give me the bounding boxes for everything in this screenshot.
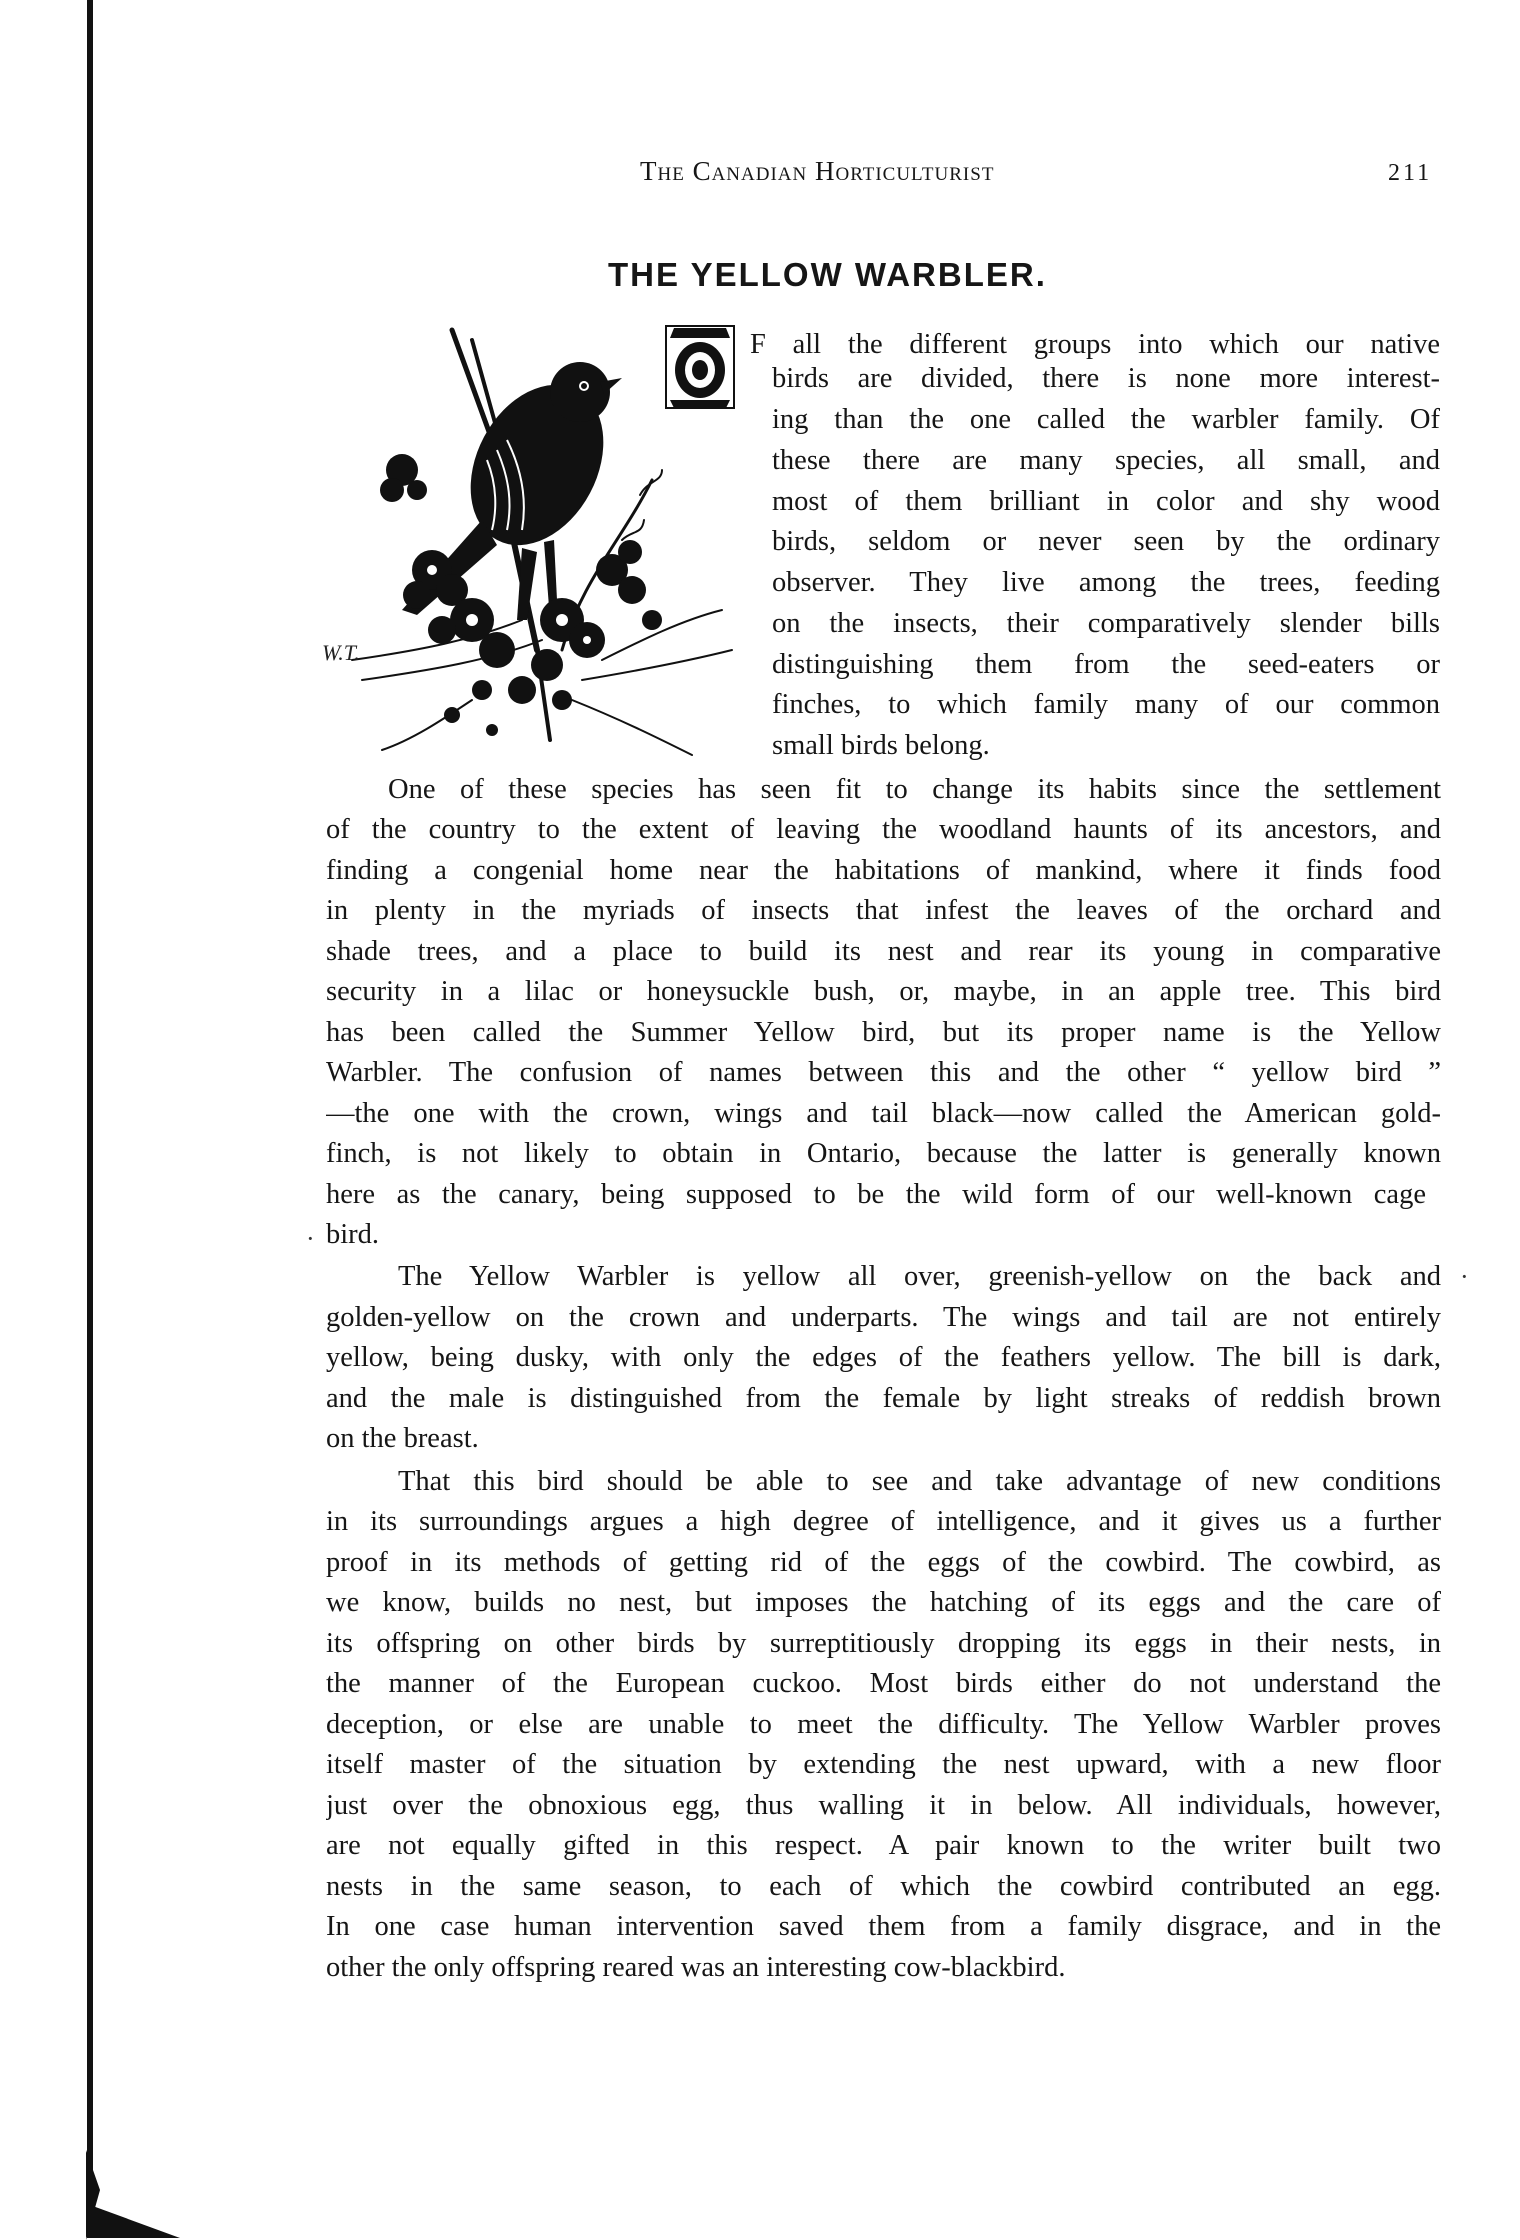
paragraph-3-line: and the male is distinguished from the female by light streaks of reddish brown <box>326 1384 1441 1414</box>
paragraph-1-line: these there are many species, all small, and <box>772 446 1440 476</box>
page-number: 211 <box>1388 160 1433 186</box>
paragraph-1-line: F all the different groups into which our native <box>750 330 1440 360</box>
paragraph-3-line: golden-yellow on the crown and underparts. The wings and tail are not entirely <box>326 1303 1441 1333</box>
paragraph-4-line: its offspring on other birds by surreptitiously dropping its eggs in their nests, in <box>326 1629 1441 1659</box>
stray-ink-mark: · <box>306 1224 315 1253</box>
running-head-title: The Canadian Horticulturist <box>640 156 995 186</box>
paragraph-1-line: birds are divided, there is none more interest- <box>772 364 1440 394</box>
paragraph-2-line: in plenty in the myriads of insects that infest the leaves of the orchard and <box>326 896 1441 926</box>
paragraph-3-line: The Yellow Warbler is yellow all over, greenish-yellow on the back and <box>398 1262 1441 1292</box>
paragraph-4-line: deception, or else are unable to meet the difficulty. The Yellow Warbler proves <box>326 1710 1441 1740</box>
paragraph-3-line: on the breast. <box>326 1424 479 1454</box>
paragraph-1-line: finches, to which family many of our common <box>772 690 1440 720</box>
paragraph-1-line: distinguishing them from the seed-eaters or <box>772 650 1440 680</box>
paragraph-2-line: One of these species has seen fit to change its habits since the settlement <box>388 775 1441 805</box>
illustration-signature: W.T. <box>322 640 360 665</box>
paragraph-2-line: security in a lilac or honeysuckle bush, or, maybe, in an apple tree. This bird <box>326 977 1441 1007</box>
stray-ink-mark: · <box>1460 1262 1469 1291</box>
paragraph-2-line: bird. <box>326 1220 380 1250</box>
paragraph-2-line: Warbler. The confusion of names between this and the other “ yellow bird ” <box>326 1058 1441 1088</box>
paragraph-4-line: proof in its methods of getting rid of the eggs of the cowbird. The cowbird, as <box>326 1548 1441 1578</box>
page-corner-shadow <box>90 2205 180 2238</box>
paragraph-4-line: itself master of the situation by extending the nest upward, with a new floor <box>326 1750 1441 1780</box>
paragraph-1-line: birds, seldom or never seen by the ordinary <box>772 527 1440 557</box>
paragraph-3-line: yellow, being dusky, with only the edges of the feathers yellow. The bill is dark, <box>326 1343 1441 1373</box>
paragraph-1-line: on the insects, their comparatively slender bills <box>772 609 1440 639</box>
paragraph-4-line: In one case human intervention saved them from a family disgrace, and in the <box>326 1912 1441 1942</box>
paragraph-4-line: the manner of the European cuckoo. Most birds either do not understand the <box>326 1669 1441 1699</box>
paragraph-2-line: here as the canary, being supposed to be the wild form of our well-known cage <box>326 1180 1426 1210</box>
dropcap-letter <box>664 324 736 410</box>
paragraph-4-line: other the only offspring reared was an interesting cow-blackbird. <box>326 1953 1066 1983</box>
page-binding-edge <box>87 0 93 2238</box>
paragraph-2-line: finding a congenial home near the habitations of mankind, where it finds food <box>326 856 1441 886</box>
article-title: THE YELLOW WARBLER. <box>608 256 1047 293</box>
paragraph-1-line: observer. They live among the trees, feeding <box>772 568 1440 598</box>
paragraph-4-line: are not equally gifted in this respect. A pair known to the writer built two <box>326 1831 1441 1861</box>
paragraph-4-line: That this bird should be able to see and take advantage of new conditions <box>398 1467 1441 1497</box>
paragraph-2-line: finch, is not likely to obtain in Ontario, because the latter is generally known <box>326 1139 1441 1169</box>
paragraph-2-line: shade trees, and a place to build its nest and rear its young in comparative <box>326 937 1441 967</box>
paragraph-2-line: of the country to the extent of leaving the woodland haunts of its ancestors, and <box>326 815 1441 845</box>
paragraph-1-line: small birds belong. <box>772 731 990 761</box>
paragraph-4-line: we know, builds no nest, but imposes the hatching of its eggs and the care of <box>326 1588 1441 1618</box>
paragraph-4-line: just over the obnoxious egg, thus walling it in below. All individuals, however, <box>326 1791 1441 1821</box>
paragraph-4-line: in its surroundings argues a high degree of intelligence, and it gives us a further <box>326 1507 1441 1537</box>
paragraph-2-line: has been called the Summer Yellow bird, but its proper name is the Yellow <box>326 1018 1441 1048</box>
paragraph-4-line: nests in the same season, to each of which the cowbird contributed an egg. <box>326 1872 1441 1902</box>
paragraph-2-line: —the one with the crown, wings and tail black—now called the American gold- <box>326 1099 1441 1129</box>
paragraph-1-line: ing than the one called the warbler family. Of <box>772 405 1440 435</box>
paragraph-1-line: most of them brilliant in color and shy wood <box>772 487 1440 517</box>
